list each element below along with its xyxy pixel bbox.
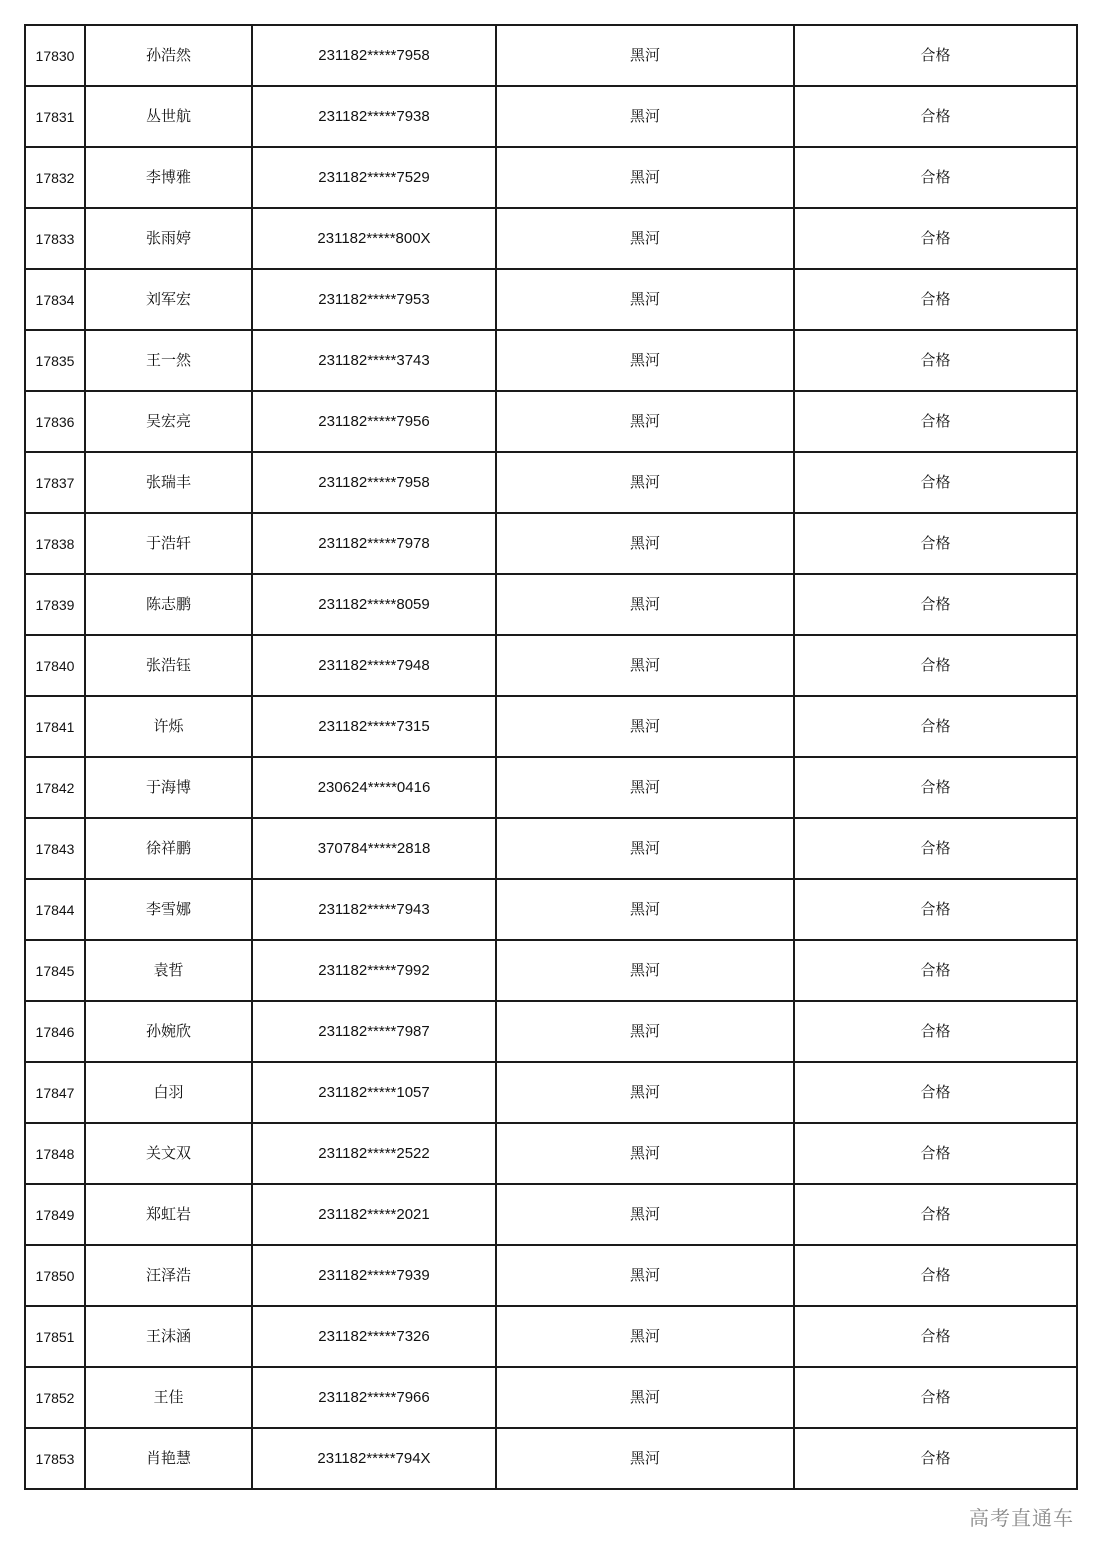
table-row bbox=[25, 1123, 1077, 1184]
cell-name: 吴宏亮 bbox=[85, 391, 252, 452]
cell-result: 合格 bbox=[794, 513, 1077, 574]
cell-result: 合格 bbox=[794, 1306, 1077, 1367]
cell-name: 孙浩然 bbox=[85, 25, 252, 86]
table-row bbox=[25, 879, 1077, 940]
table-row bbox=[25, 330, 1077, 391]
table-row bbox=[25, 696, 1077, 757]
cell-name: 李博雅 bbox=[85, 147, 252, 208]
table-row bbox=[25, 940, 1077, 1001]
cell-name: 张雨婷 bbox=[85, 208, 252, 269]
cell-number: 17849 bbox=[25, 1184, 85, 1245]
table-row bbox=[25, 1245, 1077, 1306]
cell-city: 黑河 bbox=[496, 269, 794, 330]
cell-number: 17845 bbox=[25, 940, 85, 1001]
table-row bbox=[25, 635, 1077, 696]
cell-name: 于浩轩 bbox=[85, 513, 252, 574]
table-row bbox=[25, 269, 1077, 330]
cell-name: 汪泽浩 bbox=[85, 1245, 252, 1306]
cell-name: 张浩钰 bbox=[85, 635, 252, 696]
cell-city: 黑河 bbox=[496, 147, 794, 208]
cell-id-number: 231182*****2021 bbox=[252, 1184, 496, 1245]
cell-number: 17830 bbox=[25, 25, 85, 86]
cell-result: 合格 bbox=[794, 1123, 1077, 1184]
cell-number: 17834 bbox=[25, 269, 85, 330]
cell-result: 合格 bbox=[794, 1428, 1077, 1489]
cell-number: 17852 bbox=[25, 1367, 85, 1428]
table-row bbox=[25, 757, 1077, 818]
cell-id-number: 231182*****7326 bbox=[252, 1306, 496, 1367]
cell-number: 17843 bbox=[25, 818, 85, 879]
cell-result: 合格 bbox=[794, 1367, 1077, 1428]
cell-result: 合格 bbox=[794, 940, 1077, 1001]
cell-result: 合格 bbox=[794, 208, 1077, 269]
cell-id-number: 231182*****1057 bbox=[252, 1062, 496, 1123]
cell-id-number: 231182*****7315 bbox=[252, 696, 496, 757]
cell-city: 黑河 bbox=[496, 757, 794, 818]
cell-city: 黑河 bbox=[496, 1123, 794, 1184]
cell-id-number: 231182*****7958 bbox=[252, 452, 496, 513]
cell-city: 黑河 bbox=[496, 1306, 794, 1367]
cell-name: 于海博 bbox=[85, 757, 252, 818]
roster-table bbox=[24, 24, 1078, 1490]
cell-city: 黑河 bbox=[496, 330, 794, 391]
cell-id-number: 231182*****7992 bbox=[252, 940, 496, 1001]
cell-id-number: 231182*****7956 bbox=[252, 391, 496, 452]
cell-result: 合格 bbox=[794, 330, 1077, 391]
cell-number: 17835 bbox=[25, 330, 85, 391]
cell-id-number: 370784*****2818 bbox=[252, 818, 496, 879]
table-row bbox=[25, 452, 1077, 513]
cell-id-number: 231182*****7939 bbox=[252, 1245, 496, 1306]
table-row bbox=[25, 1062, 1077, 1123]
cell-id-number: 231182*****800X bbox=[252, 208, 496, 269]
cell-id-number: 231182*****7978 bbox=[252, 513, 496, 574]
cell-number: 17842 bbox=[25, 757, 85, 818]
cell-number: 17851 bbox=[25, 1306, 85, 1367]
cell-city: 黑河 bbox=[496, 1367, 794, 1428]
cell-result: 合格 bbox=[794, 25, 1077, 86]
cell-id-number: 231182*****7966 bbox=[252, 1367, 496, 1428]
table-row bbox=[25, 86, 1077, 147]
cell-name: 王一然 bbox=[85, 330, 252, 391]
cell-name: 陈志鹏 bbox=[85, 574, 252, 635]
cell-result: 合格 bbox=[794, 147, 1077, 208]
cell-id-number: 231182*****7943 bbox=[252, 879, 496, 940]
cell-number: 17847 bbox=[25, 1062, 85, 1123]
table-row bbox=[25, 1367, 1077, 1428]
cell-city: 黑河 bbox=[496, 696, 794, 757]
cell-number: 17853 bbox=[25, 1428, 85, 1489]
cell-result: 合格 bbox=[794, 1001, 1077, 1062]
cell-name: 袁哲 bbox=[85, 940, 252, 1001]
cell-id-number: 231182*****7938 bbox=[252, 86, 496, 147]
cell-number: 17846 bbox=[25, 1001, 85, 1062]
table-row bbox=[25, 147, 1077, 208]
cell-number: 17841 bbox=[25, 696, 85, 757]
cell-number: 17837 bbox=[25, 452, 85, 513]
cell-city: 黑河 bbox=[496, 391, 794, 452]
cell-number: 17848 bbox=[25, 1123, 85, 1184]
cell-city: 黑河 bbox=[496, 86, 794, 147]
cell-result: 合格 bbox=[794, 757, 1077, 818]
cell-id-number: 231182*****7958 bbox=[252, 25, 496, 86]
cell-city: 黑河 bbox=[496, 25, 794, 86]
cell-city: 黑河 bbox=[496, 574, 794, 635]
cell-number: 17840 bbox=[25, 635, 85, 696]
table-row bbox=[25, 208, 1077, 269]
cell-result: 合格 bbox=[794, 1245, 1077, 1306]
cell-city: 黑河 bbox=[496, 1001, 794, 1062]
cell-result: 合格 bbox=[794, 1062, 1077, 1123]
table-row bbox=[25, 1306, 1077, 1367]
cell-result: 合格 bbox=[794, 574, 1077, 635]
roster-body bbox=[25, 25, 1077, 1489]
cell-result: 合格 bbox=[794, 635, 1077, 696]
cell-number: 17838 bbox=[25, 513, 85, 574]
cell-name: 王佳 bbox=[85, 1367, 252, 1428]
cell-number: 17833 bbox=[25, 208, 85, 269]
cell-id-number: 231182*****7529 bbox=[252, 147, 496, 208]
table-row bbox=[25, 818, 1077, 879]
cell-id-number: 231182*****8059 bbox=[252, 574, 496, 635]
table-row bbox=[25, 25, 1077, 86]
cell-city: 黑河 bbox=[496, 818, 794, 879]
cell-city: 黑河 bbox=[496, 1428, 794, 1489]
cell-number: 17831 bbox=[25, 86, 85, 147]
cell-city: 黑河 bbox=[496, 452, 794, 513]
cell-id-number: 231182*****7987 bbox=[252, 1001, 496, 1062]
cell-name: 徐祥鹏 bbox=[85, 818, 252, 879]
cell-city: 黑河 bbox=[496, 940, 794, 1001]
cell-number: 17839 bbox=[25, 574, 85, 635]
cell-result: 合格 bbox=[794, 452, 1077, 513]
cell-name: 丛世航 bbox=[85, 86, 252, 147]
cell-name: 孙婉欣 bbox=[85, 1001, 252, 1062]
cell-city: 黑河 bbox=[496, 1184, 794, 1245]
cell-number: 17844 bbox=[25, 879, 85, 940]
table-row bbox=[25, 1428, 1077, 1489]
cell-name: 许烁 bbox=[85, 696, 252, 757]
cell-city: 黑河 bbox=[496, 1062, 794, 1123]
cell-name: 白羽 bbox=[85, 1062, 252, 1123]
cell-result: 合格 bbox=[794, 696, 1077, 757]
cell-name: 王沫涵 bbox=[85, 1306, 252, 1367]
cell-result: 合格 bbox=[794, 879, 1077, 940]
cell-id-number: 231182*****794X bbox=[252, 1428, 496, 1489]
cell-result: 合格 bbox=[794, 86, 1077, 147]
cell-name: 刘军宏 bbox=[85, 269, 252, 330]
cell-city: 黑河 bbox=[496, 208, 794, 269]
table-row bbox=[25, 391, 1077, 452]
cell-city: 黑河 bbox=[496, 1245, 794, 1306]
table-row bbox=[25, 1184, 1077, 1245]
cell-name: 肖艳慧 bbox=[85, 1428, 252, 1489]
cell-result: 合格 bbox=[794, 391, 1077, 452]
cell-id-number: 230624*****0416 bbox=[252, 757, 496, 818]
cell-id-number: 231182*****7948 bbox=[252, 635, 496, 696]
cell-name: 张瑞丰 bbox=[85, 452, 252, 513]
cell-id-number: 231182*****2522 bbox=[252, 1123, 496, 1184]
cell-city: 黑河 bbox=[496, 635, 794, 696]
cell-city: 黑河 bbox=[496, 513, 794, 574]
cell-result: 合格 bbox=[794, 1184, 1077, 1245]
cell-id-number: 231182*****3743 bbox=[252, 330, 496, 391]
watermark-text: 高考直通车 bbox=[969, 1506, 1074, 1530]
cell-number: 17832 bbox=[25, 147, 85, 208]
table-row bbox=[25, 513, 1077, 574]
table-row bbox=[25, 1001, 1077, 1062]
cell-result: 合格 bbox=[794, 818, 1077, 879]
cell-number: 17836 bbox=[25, 391, 85, 452]
cell-number: 17850 bbox=[25, 1245, 85, 1306]
cell-name: 李雪娜 bbox=[85, 879, 252, 940]
cell-id-number: 231182*****7953 bbox=[252, 269, 496, 330]
cell-city: 黑河 bbox=[496, 879, 794, 940]
table-row bbox=[25, 574, 1077, 635]
cell-name: 关文双 bbox=[85, 1123, 252, 1184]
cell-name: 郑虹岩 bbox=[85, 1184, 252, 1245]
cell-result: 合格 bbox=[794, 269, 1077, 330]
